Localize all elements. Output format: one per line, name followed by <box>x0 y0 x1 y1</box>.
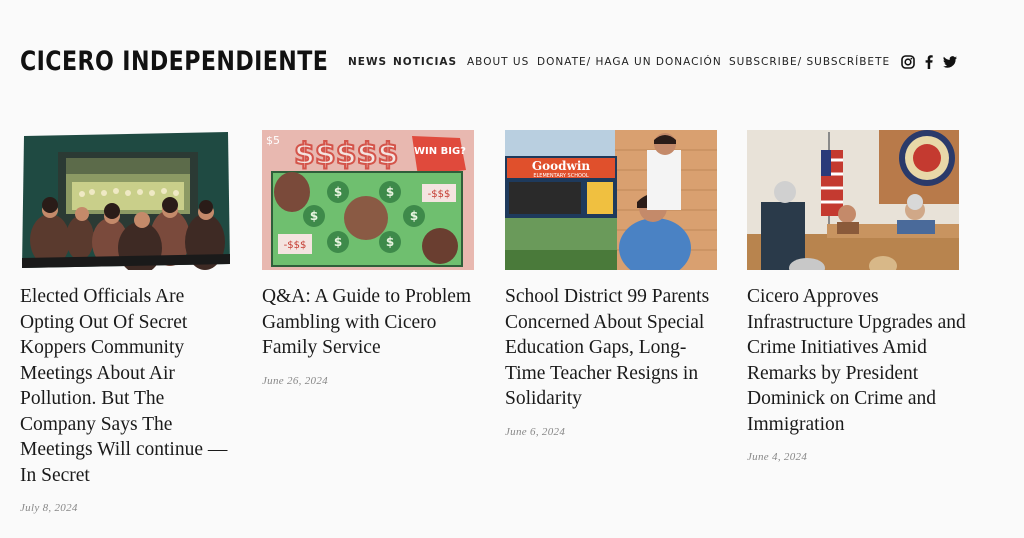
article-image-koppers[interactable] <box>20 130 232 270</box>
svg-text:$: $ <box>409 209 419 223</box>
svg-text:$: $ <box>309 209 319 223</box>
site-logo[interactable]: CICERO INDEPENDIENTE <box>20 46 329 77</box>
article-title[interactable]: School District 99 Parents Concerned About Special Education Gaps, Long-Time Teacher Resigns in Solidarity <box>505 286 710 409</box>
article-card[interactable] <box>747 130 966 463</box>
article-date: June 6, 2024 <box>505 425 566 438</box>
article-image-gambling[interactable] <box>262 130 474 270</box>
svg-text:$: $ <box>333 235 343 249</box>
school-sign-text: Goodwin <box>531 159 591 173</box>
nav-noticias[interactable]: NOTICIAS <box>393 56 458 68</box>
nav-news[interactable]: NEWS <box>348 56 388 68</box>
svg-text:-$$$: -$$$ <box>427 189 451 200</box>
article-card[interactable] <box>505 130 717 438</box>
nav-donate[interactable]: DONATE/ HAGA UN DONACIÓN <box>537 56 722 68</box>
twitter-icon[interactable] <box>942 54 958 70</box>
svg-text:$: $ <box>385 185 395 199</box>
school-sign-subtext: ELEMENTARY SCHOOL <box>533 173 589 179</box>
win-big-text: WIN BIG? <box>414 146 466 157</box>
article-date: June 4, 2024 <box>747 451 808 463</box>
five-dollar-text: $5 <box>266 134 280 147</box>
article-title[interactable]: Elected Officials Are Opting Out Of Secret Koppers Community Meetings About Air Pollution. But The Company Says The Meetings Will continue — In Secret <box>20 286 228 486</box>
article-date: July 8, 2024 <box>20 502 78 514</box>
nav-subscribe[interactable]: SUBSCRIBE/ SUBSCRÍBETE <box>729 56 891 68</box>
dollar-signs-text: $$$$$ <box>294 137 399 172</box>
article-card[interactable] <box>262 130 474 387</box>
nav-about-us[interactable]: ABOUT US <box>467 56 530 68</box>
svg-text:$: $ <box>385 235 395 249</box>
facebook-icon[interactable] <box>921 54 937 70</box>
article-title[interactable]: Q&A: A Guide to Problem Gambling with Cicero Family Service <box>262 286 472 358</box>
instagram-icon[interactable] <box>900 54 916 70</box>
svg-text:-$$$: -$$$ <box>283 240 307 251</box>
article-card[interactable] <box>20 130 232 514</box>
article-image-school[interactable] <box>505 130 717 270</box>
article-title[interactable]: Cicero Approves Infrastructure Upgrades and Crime Initiatives Amid Remarks by President Dominick on Crime and Immigration <box>747 286 966 435</box>
article-date: June 26, 2024 <box>262 374 328 387</box>
article-image-council[interactable] <box>747 130 959 270</box>
site-header <box>0 0 1024 120</box>
svg-text:$: $ <box>333 185 343 199</box>
